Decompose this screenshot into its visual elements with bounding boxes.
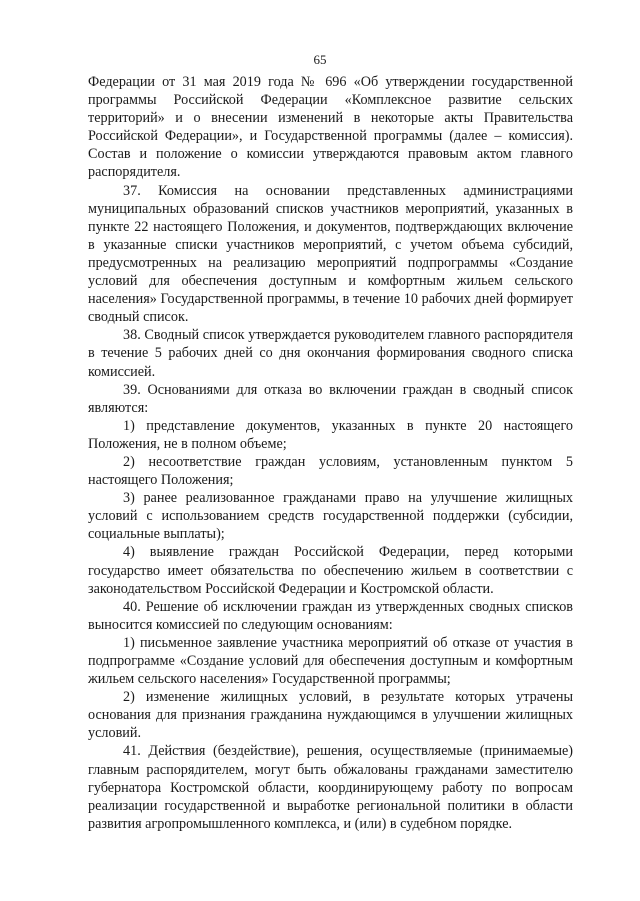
paragraph-41: 41. Действия (бездействие), решения, осуществляемые (принимаемые) главным распорядителем, могут быть обжалованы гражданами заместителю губернатора Костромской области, координирующему работу по вопросам реализации государственной и выработке региональной политики в области развития агропромышленного комплекса, и (или) в судебном порядке. xyxy=(88,743,573,832)
paragraph-37: 37. Комиссия на основании представленных администрациями муниципальных образований списков участников мероприятий, указанных в пункте 22 настоящего Положения, и документов, подтверждающих включение в указанные списки участников мероприятий, с учетом объема субсидий, предусмотренных на реализацию мероприятий подпрограммы «Создание условий для обеспечения доступным и комфортным жильем сельского населения» Государственной программы, в течение 10 рабочих дней формирует сводный список. xyxy=(88,182,573,326)
paragraph-39-item-3: 3) ранее реализованное гражданами право на улучшение жилищных условий с использованием средств государственной поддержки (субсидии, социальные выплаты); xyxy=(88,490,573,543)
paragraph-39-item-4: 4) выявление граждан Российской Федерации, перед которыми государство имеет обязательства по обеспечению жильем в соответствии с законодательством Российской Федерации и Костромской области. xyxy=(88,544,573,597)
paragraph-40: 40. Решение об исключении граждан из утвержденных сводных списков выносится комиссией по следующим основаниям: xyxy=(88,598,573,633)
page-number: 65 xyxy=(313,52,327,67)
paragraph-39: 39. Основаниями для отказа во включении граждан в сводный список являются: xyxy=(88,381,573,416)
paragraph-39-item-2: 2) несоответствие граждан условиям, установленным пунктом 5 настоящего Положения; xyxy=(88,453,573,489)
paragraph-continuation: Федерации от 31 мая 2019 года № 696 «Об утверждении государственной программы Российской Федерации «Комплексное развитие сельских территорий» и о внесении изменений в некоторые акты Правительства Российской Федерации», и Государственной программы (далее – комиссия). Состав и положение о комиссии утверждаются правовым актом главного распорядителя. xyxy=(88,74,573,181)
paragraph-40-item-1: 1) письменное заявление участника мероприятий об отказе от участия в подпрограмме «Создание условий для обеспечения доступным и комфортным жильем сельского населения» Государственной программы; xyxy=(88,634,573,688)
document-body xyxy=(88,73,573,833)
paragraph-39-item-1: 1) представление документов, указанных в пункте 20 настоящего Положения, не в полном объеме; xyxy=(88,417,573,452)
paragraph-38: 38. Сводный список утверждается руководителем главного распорядителя в течение 5 рабочих дней со дня окончания формирования сводного списка комиссией. xyxy=(88,327,573,380)
paragraph-40-item-2: 2) изменение жилищных условий, в результате которых утрачены основания для признания гражданина нуждающимся в улучшении жилищных условий. xyxy=(88,689,573,742)
